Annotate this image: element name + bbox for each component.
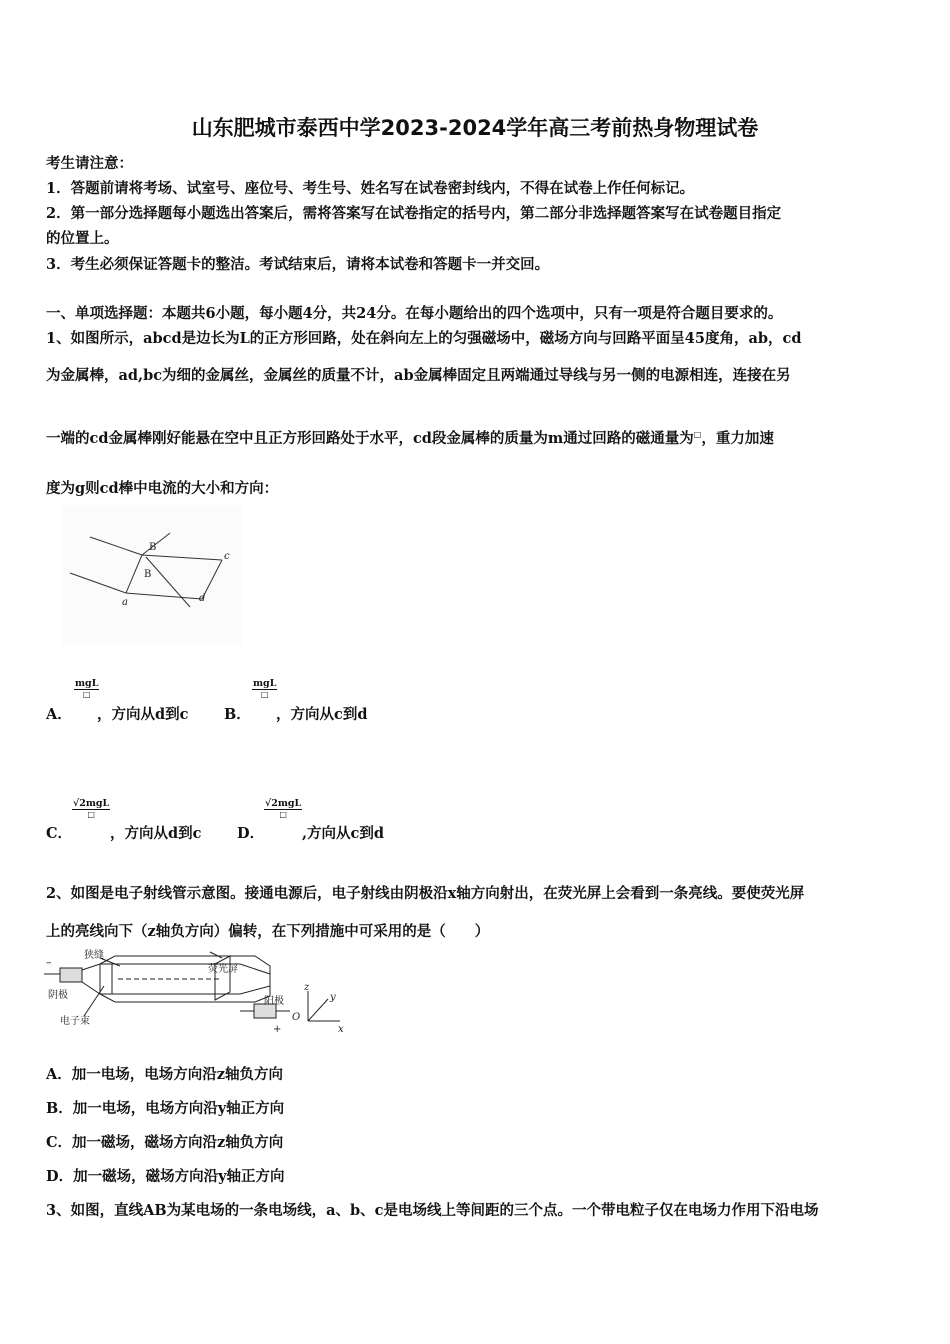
q1-option-a-label: A． (46, 706, 72, 723)
q2-fig-minus: – (46, 956, 52, 969)
q2-fig-z: z (304, 982, 310, 993)
page-title: 山东肥城市泰西中学2023-2024学年高三考前热身物理试卷 (191, 116, 759, 140)
q2-option-c: C．加一磁场，磁场方向沿z轴负方向 (46, 1134, 284, 1151)
q2-fig-beam: 电子束 (60, 1016, 90, 1027)
q2-option-a: A．加一电场，电场方向沿z轴负方向 (46, 1066, 283, 1083)
q1-line-4: 度为g则cd棒中电流的大小和方向： (46, 480, 279, 497)
q1-fig-label-c: c (224, 551, 230, 562)
q1-figure (62, 505, 242, 645)
q2-fig-cathode: 阴极 (48, 990, 68, 1001)
q2-fig-screen: 荧光屏 (208, 964, 238, 975)
flux-placeholder-icon: □ (693, 430, 702, 440)
q2-fig-anode: 阳极 (264, 996, 284, 1007)
q1-option-a-fraction: mgL □ (75, 678, 99, 699)
notice-item-2: 2．第一部分选择题每小题选出答案后，需将答案写在试卷指定的括号内，第二部分非选择题答案写在试卷题目指定 (46, 205, 782, 222)
q1-option-d-fraction: √2mgL □ (265, 798, 302, 819)
q1-option-a-text: ，方向从d到c (97, 706, 189, 723)
q2-option-d: D．加一磁场，磁场方向沿y轴正方向 (46, 1168, 285, 1185)
q1-fig-label-b-top: B (149, 542, 157, 553)
q3-line-1: 3、如图，直线AB为某电场的一条电场线，a、b、c是电场线上等间距的三个点。一个带电粒子仅在电场力作用下沿电场 (46, 1202, 819, 1219)
q1-option-c-fraction: √2mgL □ (73, 798, 110, 819)
q1-option-b-fraction: mgL □ (253, 678, 277, 699)
q1-line-3: 一端的cd金属棒刚好能悬在空中且正方形回路处于水平，cd段金属棒的质量为m通过回路的磁通量为□，重力加速 (46, 430, 774, 447)
q1-option-c-text: ，方向从d到c (110, 825, 202, 842)
q1-option-b-label: B． (224, 706, 251, 723)
q1-fig-label-d: d (199, 593, 206, 604)
notice-item-3: 3．考生必须保证答题卡的整洁。考试结束后，请将本试卷和答题卡一并交回。 (46, 256, 550, 273)
q2-fig-y: y (330, 992, 336, 1003)
q1-line-1: 1、如图所示，abcd是边长为L的正方形回路，处在斜向左上的匀强磁场中，磁场方向与回路平面呈45度角，ab，cd (46, 330, 802, 347)
notice-item-1: 1．答题前请将考场、试室号、座位号、考生号、姓名写在试卷密封线内，不得在试卷上作任何标记。 (46, 180, 695, 197)
notice-heading: 考生请注意： (46, 155, 133, 172)
q2-fig-o: O (292, 1012, 301, 1023)
q1-fig-label-a: a (122, 597, 128, 608)
q1-line-2: 为金属棒，ad,bc为细的金属丝，金属丝的质量不计，ab金属棒固定且两端通过导线与另一侧的电源相连，连接在另 (46, 367, 791, 384)
q2-fig-x: x (338, 1024, 344, 1035)
q2-option-b: B．加一电场，电场方向沿y轴正方向 (46, 1100, 285, 1117)
q2-line-2: 上的亮线向下（z轴负方向）偏转，在下列措施中可采用的是（ ） (46, 923, 490, 940)
q2-fig-slit: 狭缝 (84, 950, 104, 961)
q1-fig-label-b: B (144, 569, 152, 580)
q2-figure (40, 946, 350, 1036)
q1-option-d-text: ,方向从c到d (302, 825, 385, 842)
section-heading: 一、单项选择题：本题共6小题，每小题4分，共24分。在每小题给出的四个选项中，只有一项是符合题目要求的。 (46, 305, 783, 322)
q2-line-1: 2、如图是电子射线管示意图。接通电源后，电子射线由阴极沿x轴方向射出，在荧光屏上会看到一条亮线。要使荧光屏 (46, 885, 805, 902)
q2-fig-plus: + (273, 1024, 282, 1035)
q1-option-c-label: C． (46, 825, 73, 842)
q1-option-d-label: D． (237, 825, 265, 842)
notice-item-2-cont: 的位置上。 (46, 230, 119, 247)
q1-option-b-text: ，方向从c到d (276, 706, 368, 723)
